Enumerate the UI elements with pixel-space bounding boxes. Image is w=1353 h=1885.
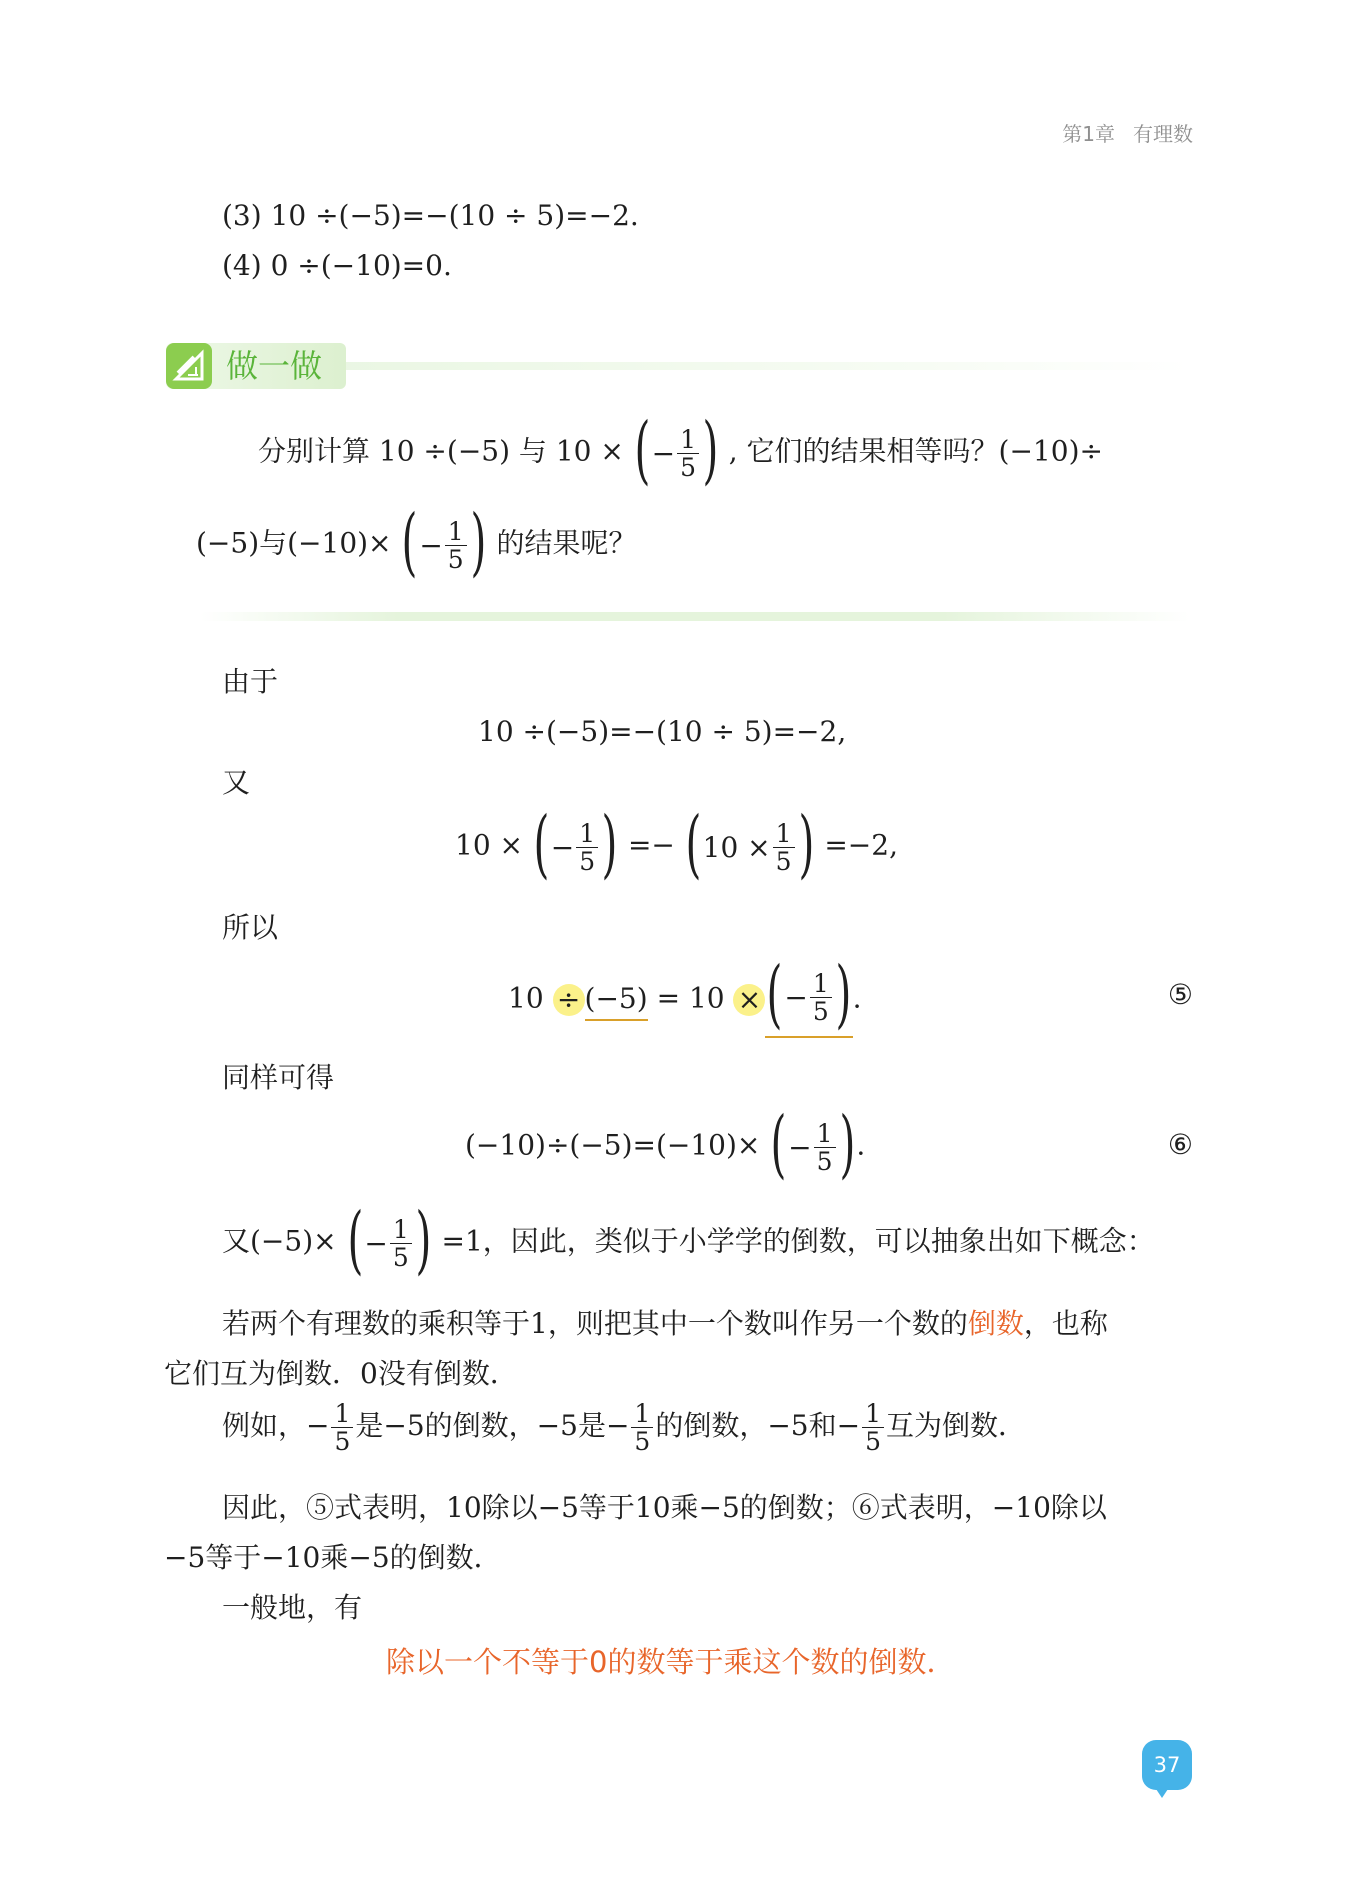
example-paragraph: 例如，− $\frac{1}{5}$ 是−5的倒数，−5是− $\frac{1}{5}$ 的倒数，−5和− $\frac{1}{5}$ 互为倒数． [222,1399,1026,1456]
q2-text-b: 的结果呢？ [496,526,637,560]
conclusion-line1: 因此，⑤式表明，10除以−5等于10乘−5的倒数；⑥式表明，−10除以 [222,1491,1107,1524]
pencil-ruler-icon [166,343,212,389]
fraction-one-fifth: $\frac{1}{5}$ [445,518,467,573]
definition-line1: 若两个有理数的乘积等于1，则把其中一个数叫作另一个数的倒数，也称 [222,1307,1108,1340]
activity-question-line2 [196,499,637,585]
paren-neg-fifth: ( − $\frac{1}{5}$ ) [401,499,487,585]
paren-neg-fifth: ( − $\frac{1}{5}$ ) [634,407,719,493]
activity-divider [200,612,1190,621]
activity-question-line1 [258,407,1103,493]
activity-band [300,362,1190,370]
fraction-one-fifth: $\frac{1}{5}$ [331,1400,353,1455]
underlined-neg5: (−5) [585,982,648,1021]
rule-statement: 除以一个不等于0的数等于乘这个数的倒数． [386,1645,956,1679]
page-number-tail [1154,1786,1170,1798]
fraction-one-fifth: $\frac{1}{5}$ [390,1216,412,1271]
q1-text-b: , 它们的结果相等吗？(−10)÷ [728,434,1103,468]
since-text: 由于 [222,665,279,698]
equation-1: 10 ÷(−5)=−(10 ÷ 5)=−2, [478,715,847,748]
chapter-number: 第1章 [1062,122,1115,146]
fraction-one-fifth: $\frac{1}{5}$ [810,970,832,1025]
page-number: 37 [1142,1740,1192,1790]
equation-number-5: ⑤ [1167,978,1193,1011]
running-header [1044,118,1193,147]
fraction-one-fifth: $\frac{1}{5}$ [773,820,795,875]
term-reciprocal: 倒数 [967,1307,1024,1340]
same-text: 同样可得 [222,1061,335,1094]
divide-highlight: ÷ [553,984,585,1016]
activity-label: 做一做 [226,347,323,385]
equation-5: 10 ÷ (−5) = 10 × ( − $\frac{1}{5}$ ) . [508,951,862,1037]
equation-6: (−10)÷(−5)=(−10)× ( − $\frac{1}{5}$ ) . [465,1101,866,1187]
conclusion-line2: −5等于−10乘−5的倒数． [164,1541,502,1574]
fraction-one-fifth: $\frac{1}{5}$ [862,1400,884,1455]
general-text: 一般地，有 [222,1591,363,1624]
also-text: 又 [222,766,251,799]
q2-text-a: (−5)与(−10)× [196,526,392,560]
fraction-one-fifth: $\frac{1}{5}$ [631,1400,653,1455]
equation-number-6: ⑥ [1167,1128,1193,1161]
underlined-neg-fifth: ( − $\frac{1}{5}$ ) [766,951,852,1037]
definition-line2: 它们互为倒数．0没有倒数． [164,1357,518,1390]
example-3: (3) 10 ÷(−5)=−(10 ÷ 5)=−2. [222,199,639,232]
example-4: (4) 0 ÷(−10)=0. [222,249,452,282]
fraction-one-fifth: $\frac{1}{5}$ [814,1120,836,1175]
fraction-one-fifth: $\frac{1}{5}$ [677,426,699,481]
fraction-one-fifth: $\frac{1}{5}$ [576,820,598,875]
q1-text-a: 分别计算 10 ÷(−5) 与 10 × [258,434,624,468]
equation-2: 10 × ( − $\frac{1}{5}$ ) =− ( 10 × $\frac{1}{5}$ ) =−2, [455,801,898,887]
paragraph-1: 又(−5)× ( − $\frac{1}{5}$ ) =1，因此，类似于小学学的倒数，可以抽象出如下概念： [222,1197,1155,1283]
chapter-title: 有理数 [1133,122,1193,146]
so-text: 所以 [222,911,279,944]
times-highlight: × [733,984,765,1016]
